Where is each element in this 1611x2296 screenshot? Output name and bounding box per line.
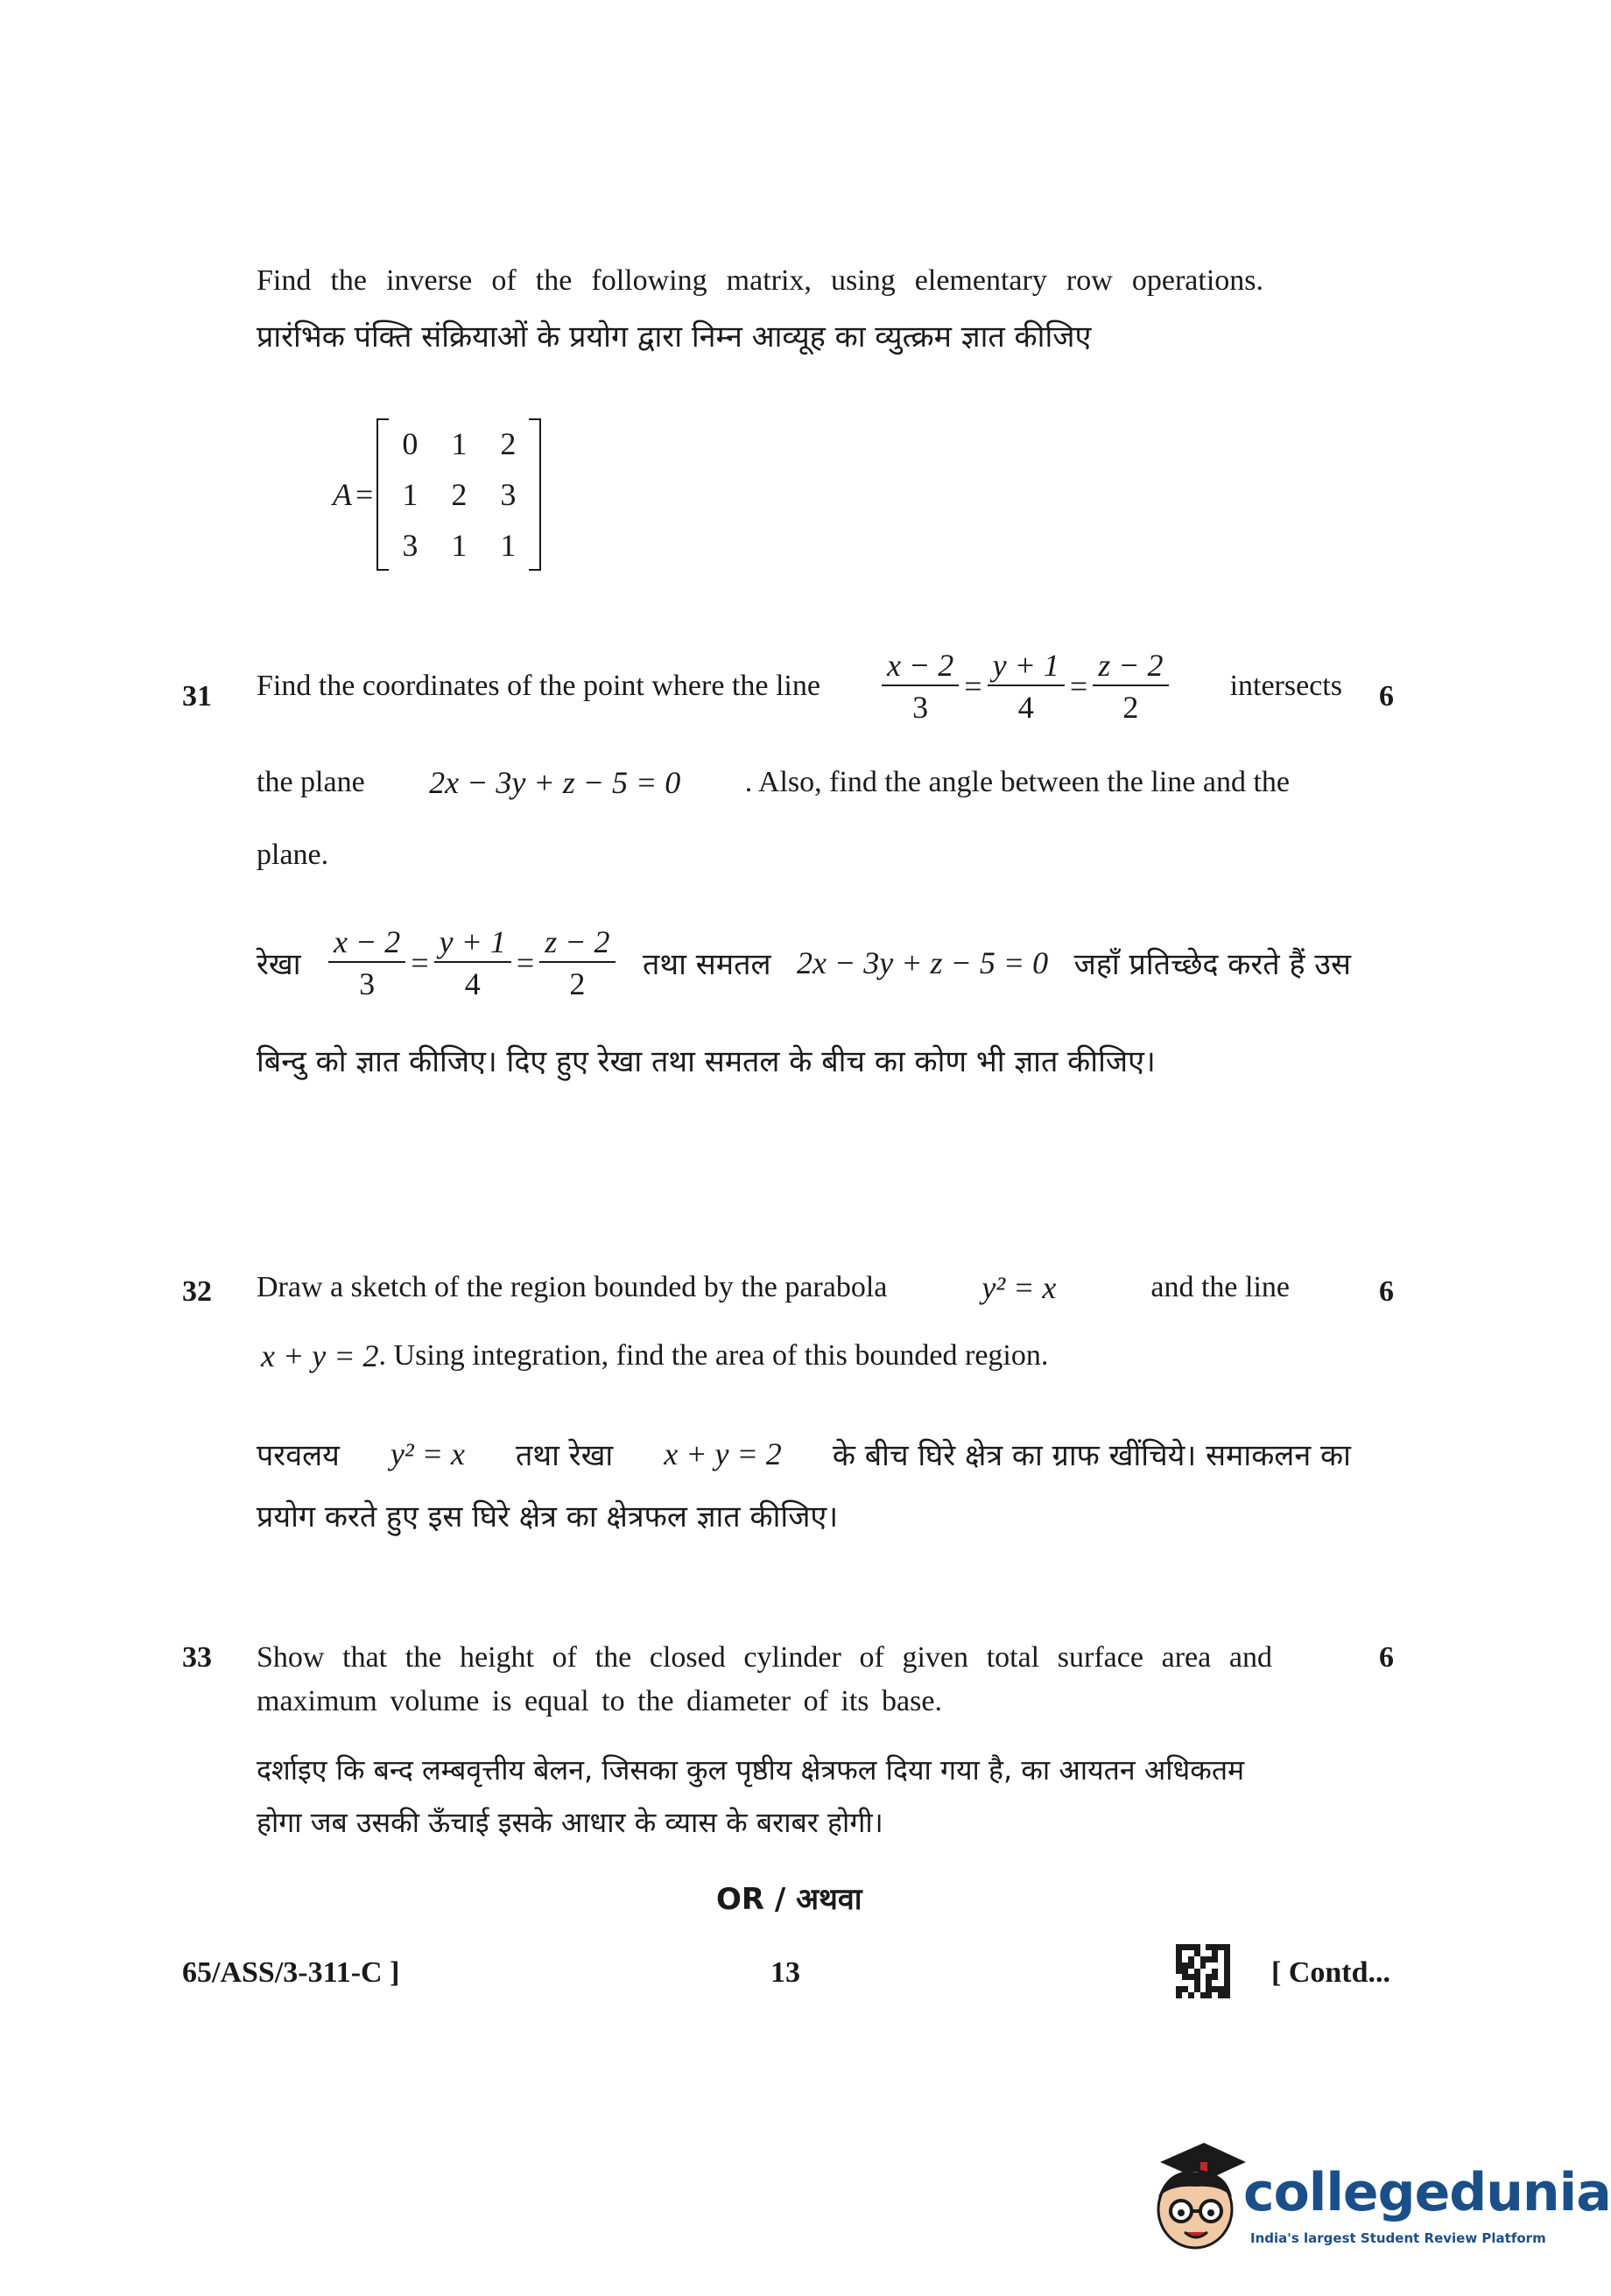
q31-en-fraction (1093, 649, 1168, 723)
q31-hi-fraction (328, 926, 405, 1000)
matrix-block (333, 418, 541, 571)
q32-text-en-1a: Draw a sketch of the region bounded by the parabola (257, 1271, 888, 1303)
matrix (376, 418, 541, 571)
q31-text-en-1: Find the coordinates of the point where the line (257, 670, 820, 702)
or-label: OR / अथवा (716, 1882, 862, 1917)
q32-marks: 6 (1379, 1275, 1394, 1308)
q31-en-fraction (882, 649, 959, 723)
q33-number: 33 (182, 1641, 212, 1674)
equals-sign: = (1069, 669, 1088, 704)
q31-text-en-2a: the plane (257, 766, 365, 798)
fraction-denominator: 4 (1017, 690, 1034, 725)
fraction-denominator: 2 (1122, 690, 1139, 725)
q30-text-hi: प्रारंभिक पंक्ति संक्रियाओं के प्रयोग द्वारा निम्न आव्यूह का व्युत्क्रम ज्ञात कीजिए (257, 319, 1092, 355)
q32-parabola: y² = x (981, 1270, 1057, 1305)
q32-hi-1b: तथा रेखा (515, 1438, 614, 1473)
q33-marks: 6 (1379, 1641, 1394, 1674)
matrix-cell: 3 (402, 528, 419, 563)
q31-line-2 (257, 764, 1290, 801)
matrix-cell: 0 (402, 426, 419, 461)
q31-hi-prefix: रेखा (257, 947, 301, 982)
q33-text-hi-1: दर्शाइए कि बन्द लम्बवृत्तीय बेलन, जिसका कुल पृष्ठीय क्षेत्रफल दिया गया है, का आयतन अधिकतम (257, 1753, 1245, 1787)
q31-hi-fraction (539, 926, 615, 1000)
paper-code: 65/ASS/3-311-C ] (182, 1956, 400, 1989)
fraction-numerator: y + 1 (988, 649, 1065, 686)
student-mascot-icon (1143, 2136, 1248, 2258)
q31-intersects: intersects (1229, 670, 1342, 702)
logo-tagline: India's largest Student Review Platform (1250, 2230, 1546, 2246)
equals-sign: = (411, 945, 429, 980)
matrix-equals: = (355, 477, 374, 512)
matrix-label: A (333, 477, 352, 512)
q32-hi-parabola: y² = x (390, 1436, 465, 1471)
matrix-cell: 1 (500, 528, 517, 563)
q31-hi-plane-eq: 2x − 3y + z − 5 = 0 (797, 945, 1049, 980)
matrix-cell: 3 (500, 477, 517, 512)
contd-label: [ Contd... (1271, 1956, 1391, 1989)
q32-hi-1c: के बीच घिरे क्षेत्र का ग्राफ खींचिये। समाकलन का (832, 1438, 1351, 1473)
q31-line-equation (880, 649, 1171, 723)
q32-hi-line-1 (257, 1434, 1351, 1474)
q32-hi-2: प्रयोग करते हुए इस घिरे क्षेत्र का क्षेत्रफल ज्ञात कीजिए। (257, 1499, 839, 1534)
q31-hi-mid: तथा समतल (643, 947, 771, 982)
q31-en-fraction (988, 649, 1065, 723)
q31-text-hi-2: बिन्दु को ज्ञात कीजिए। दिए हुए रेखा तथा समतल के बीच का कोण भी ज्ञात कीजिए। (257, 1044, 1156, 1079)
q32-hi-1a: परवलय (257, 1438, 340, 1473)
q32-hi-line-eq: x + y = 2 (664, 1436, 782, 1471)
qr-code-icon (1176, 1944, 1230, 1998)
q32-line-1 (257, 1269, 1290, 1306)
q31-marks: 6 (1379, 680, 1394, 713)
q31-text-en-3: plane. (257, 839, 329, 871)
fraction-denominator: 3 (359, 966, 376, 1001)
q31-hi-fraction (434, 926, 511, 1000)
matrix-cell: 1 (451, 426, 468, 461)
equals-sign: = (516, 945, 535, 980)
matrix-cell: 1 (451, 528, 468, 563)
q31-number: 31 (182, 680, 212, 713)
fraction-numerator: z − 2 (539, 926, 615, 963)
fraction-denominator: 3 (912, 690, 929, 725)
q32-text-en-1b: and the line (1150, 1271, 1290, 1303)
q33-text-en-2: maximum volume is equal to the diameter of its base. (257, 1685, 942, 1717)
q31-hi-line-equation (327, 926, 617, 1000)
q33-text-hi-2: होगा जब उसकी ऊँचाई इसके आधार के व्यास के बराबर होगी। (257, 1806, 883, 1839)
q32-text-en-2: . Using integration, find the area of this bounded region. (378, 1339, 1049, 1372)
equals-sign: = (964, 669, 982, 704)
fraction-numerator: x − 2 (328, 926, 405, 963)
q32-line-2 (261, 1338, 1048, 1374)
fraction-denominator: 4 (464, 966, 481, 1001)
q31-plane-eq: 2x − 3y + z − 5 = 0 (429, 765, 681, 800)
q31-line-1 (257, 649, 1342, 723)
matrix-cell: 2 (451, 477, 468, 512)
page-number: 13 (770, 1956, 800, 1989)
logo-name: collegedunia (1243, 2162, 1611, 2223)
fraction-numerator: x − 2 (882, 649, 959, 686)
q31-text-en-2b: . Also, find the angle between the line and the (744, 766, 1290, 798)
fraction-denominator: 2 (569, 966, 586, 1001)
matrix-cell: 1 (402, 477, 419, 512)
fraction-numerator: z − 2 (1093, 649, 1168, 686)
q32-number: 32 (182, 1275, 212, 1308)
q32-line-eq: x + y = 2 (261, 1338, 379, 1373)
q31-hi-line-1 (257, 926, 1351, 1000)
q33-text-en-1: Show that the height of the closed cylinder of given total surface area and (257, 1641, 1272, 1674)
matrix-cell: 2 (500, 426, 517, 461)
q30-text-en: Find the inverse of the following matrix, using elementary row operations. (257, 264, 1263, 297)
q31-hi-suffix: जहाँ प्रतिच्छेद करते हैं उस (1073, 947, 1351, 982)
fraction-numerator: y + 1 (434, 926, 511, 963)
